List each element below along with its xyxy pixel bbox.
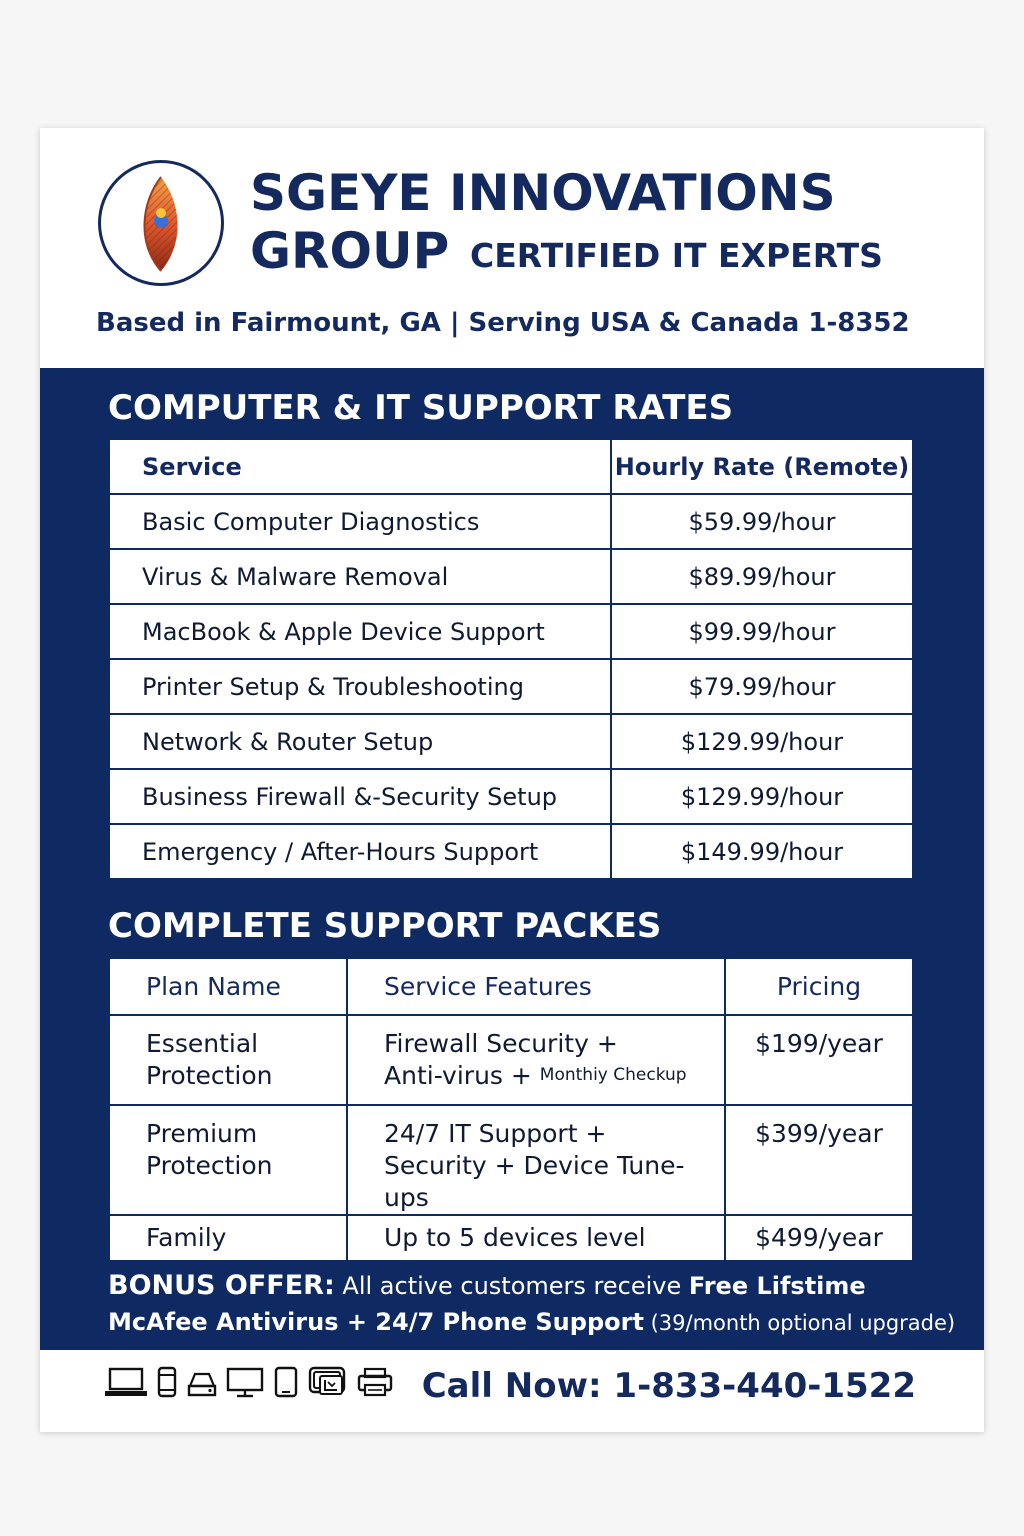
service-rate: $149.99/hour — [611, 824, 913, 879]
service-name: Network & Router Setup — [109, 714, 611, 769]
bonus-offer — [108, 1268, 956, 1341]
laptop-icon — [104, 1366, 148, 1402]
service-name: Business Firewall &-Security Setup — [109, 769, 611, 824]
tablet-icon — [272, 1366, 300, 1402]
pricing-panel — [40, 368, 984, 1350]
bonus-note: (39/month optional upgrade) — [643, 1311, 956, 1335]
col-header-plan: Plan Name — [109, 958, 347, 1015]
col-header-pricing: Pricing — [725, 958, 913, 1015]
service-name: Printer Setup & Troubleshooting — [109, 659, 611, 714]
plan-name-line: Protection — [146, 1151, 273, 1180]
table-row — [109, 604, 913, 659]
service-rate: $129.99/hour — [611, 769, 913, 824]
packages-title: COMPLETE SUPPORT PACKES — [108, 906, 662, 946]
plan-name-line: Protection — [146, 1061, 273, 1090]
service-name: MacBook & Apple Device Support — [109, 604, 611, 659]
service-name: Emergency / After-Hours Support — [109, 824, 611, 879]
col-header-features: Service Features — [347, 958, 725, 1015]
plan-features: Up to 5 devices level — [347, 1215, 725, 1261]
plan-features — [347, 1105, 725, 1215]
service-name: Virus & Malware Removal — [109, 549, 611, 604]
drive-icon — [186, 1366, 218, 1402]
service-rate: $59.99/hour — [611, 494, 913, 549]
bonus-highlight: McAfee Antivirus + 24/7 Phone Support — [108, 1308, 644, 1336]
bonus-lead: BONUS OFFER: — [108, 1270, 335, 1301]
location-line: Based in Fairmount, GA | Serving USA & Canada 1-8352 — [96, 308, 910, 338]
service-name: Basic Computer Diagnostics — [109, 494, 611, 549]
plan-name-line: Premium — [146, 1119, 258, 1148]
table-row — [109, 494, 913, 549]
brand-name-line2: GROUP — [250, 222, 450, 280]
service-rate: $99.99/hour — [611, 604, 913, 659]
call-now-phone[interactable]: Call Now: 1-833-440-1522 — [421, 1366, 916, 1406]
feature-line: Security + Device Tune-ups — [384, 1151, 685, 1212]
plan-features — [347, 1015, 725, 1105]
device-stack-icon — [308, 1364, 348, 1402]
phone-icon — [156, 1366, 178, 1402]
plan-name — [109, 1015, 347, 1105]
table-row — [109, 714, 913, 769]
plan-price: $499/year — [725, 1215, 913, 1261]
table-header-row — [109, 958, 913, 1015]
feature-line: Firewall Security + — [384, 1029, 618, 1058]
rates-table — [108, 438, 914, 880]
flyer — [40, 128, 984, 1432]
feature-line: 24/7 IT Support + — [384, 1119, 607, 1148]
brand-name-line1: SGEYE INNOVATIONS — [250, 164, 836, 222]
printer-icon — [356, 1366, 394, 1402]
table-row — [109, 1215, 913, 1261]
feature-note: Monthiy Checkup — [539, 1065, 687, 1085]
service-rate: $129.99/hour — [611, 714, 913, 769]
rates-title: COMPUTER & IT SUPPORT RATES — [108, 388, 734, 428]
bonus-highlight: Free Lifstime — [688, 1272, 866, 1300]
tagline: CERTIFIED IT EXPERTS — [470, 236, 883, 275]
table-row — [109, 769, 913, 824]
table-row — [109, 549, 913, 604]
plan-price: $399/year — [725, 1105, 913, 1215]
service-rate: $79.99/hour — [611, 659, 913, 714]
device-icons — [104, 1366, 394, 1402]
table-header-row — [109, 439, 913, 494]
plan-name: Family — [109, 1215, 347, 1261]
bonus-text: All active customers receive — [334, 1272, 689, 1300]
monitor-icon — [226, 1366, 264, 1402]
flame-leaf-icon — [101, 163, 221, 283]
plan-price: $199/year — [725, 1015, 913, 1105]
plan-name-line: Essential — [146, 1029, 259, 1058]
table-row — [109, 659, 913, 714]
table-row — [109, 1105, 913, 1215]
table-row — [109, 824, 913, 879]
service-rate: $89.99/hour — [611, 549, 913, 604]
packages-table — [108, 957, 914, 1262]
col-header-service: Service — [109, 439, 611, 494]
feature-text: Anti-virus + — [384, 1061, 532, 1090]
col-header-rate: Hourly Rate (Remote) — [611, 439, 913, 494]
feature-line — [384, 1060, 724, 1095]
plan-name — [109, 1105, 347, 1215]
company-logo — [98, 160, 224, 286]
table-row — [109, 1015, 913, 1105]
